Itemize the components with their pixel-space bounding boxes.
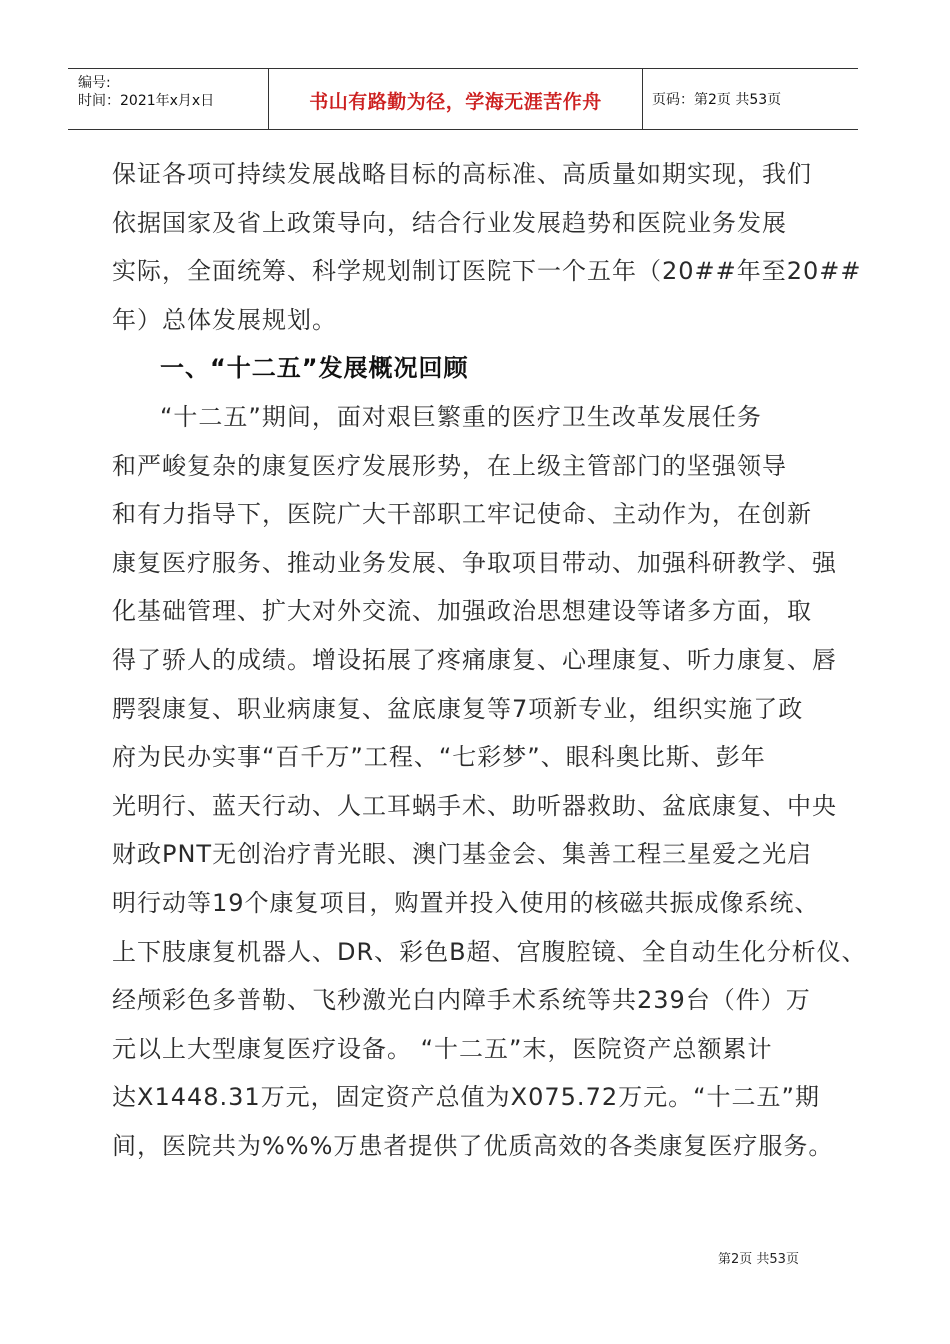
- header-motto: 书山有路勤为径，学海无涯苦作舟: [309, 91, 602, 113]
- paragraph-line: 和严峻复杂的康复医疗发展形势，在上级主管部门的坚强领导: [112, 451, 787, 480]
- paragraph-line: 间，医院共为%%%万患者提供了优质高效的各类康复医疗服务。: [112, 1131, 834, 1160]
- body-line: 实际，全面统筹、科学规划制订医院下一个五年（20##年至20##: [112, 257, 862, 286]
- body-line: 依据国家及省上政策导向，结合行业发展趋势和医院业务发展: [112, 208, 787, 237]
- document-time-label: 时间：2021年x月x日: [78, 93, 215, 109]
- header-motto-cell: [268, 69, 643, 129]
- body-line: 保证各项可持续发展战略目标的高标准、高质量如期实现，我们: [112, 160, 812, 188]
- paragraph-line: 和有力指导下，医院广大干部职工牢记使命、主动作为，在创新: [112, 500, 812, 529]
- paragraph-line: 得了骄人的成绩。增设拓展了疼痛康复、心理康复、听力康复、唇: [112, 645, 837, 674]
- paragraph-line: 元以上大型康复医疗设备。 “十二五”末，医院资产总额累计: [112, 1034, 773, 1063]
- paragraph-line: 康复医疗服务、推动业务发展、争取项目带动、加强科研教学、强: [112, 548, 837, 577]
- document-body: [112, 150, 867, 1170]
- page-footer: 第2页 共53页: [718, 1252, 799, 1267]
- paragraph-line: 光明行、蓝天行动、人工耳蜗手术、助听器救助、盆底康复、中央: [112, 791, 837, 820]
- header-page-number: 页码：第2页 共53页: [652, 92, 782, 108]
- paragraph-line: 化基础管理、扩大对外交流、加强政治思想建设等诸多方面，取: [112, 597, 812, 626]
- paragraph-line: 明行动等19个康复项目，购置并投入使用的核磁共振成像系统、: [112, 888, 820, 917]
- header-page-cell: [642, 69, 858, 129]
- section-heading: 一、“十二五”发展概况回顾: [160, 354, 469, 383]
- body-line: 年）总体发展规划。: [112, 305, 337, 334]
- document-number-label: 编号:: [78, 75, 111, 91]
- header-meta: [68, 69, 268, 129]
- paragraph-line: 府为民办实事“百千万”工程、“七彩梦”、眼科奥比斯、彭年: [112, 743, 766, 772]
- paragraph-line: 腭裂康复、职业病康复、盆底康复等7项新专业，组织实施了政: [112, 694, 804, 723]
- paragraph-line: “十二五”期间，面对艰巨繁重的医疗卫生改革发展任务: [160, 402, 762, 431]
- page-header: [68, 68, 858, 130]
- paragraph-line: 达X1448.31万元，固定资产总值为X075.72万元。“十二五”期: [112, 1083, 820, 1112]
- paragraph-line: 财政PNT无创治疗青光眼、澳门基金会、集善工程三星爱之光启: [112, 840, 813, 869]
- paragraph-line: 上下肢康复机器人、DR、彩色B超、宫腹腔镜、全自动生化分析仪、: [112, 937, 867, 966]
- paragraph-line: 经颅彩色多普勒、飞秒激光白内障手术系统等共239台（件）万: [112, 986, 811, 1015]
